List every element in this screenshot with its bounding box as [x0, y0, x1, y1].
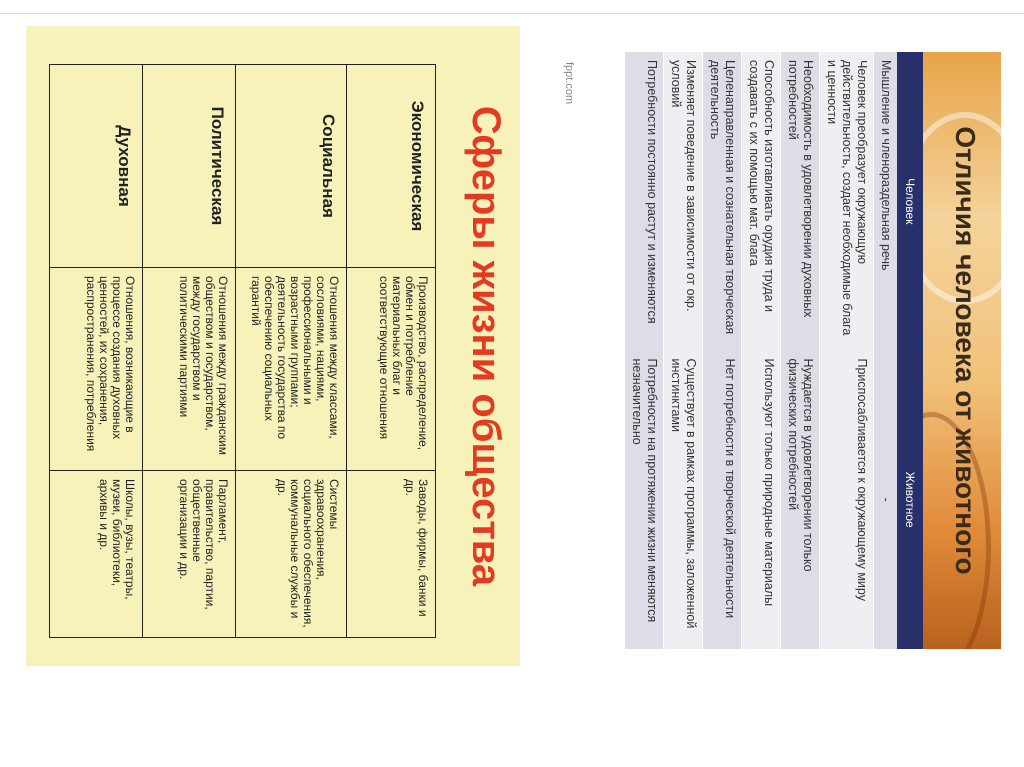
table-header-row: [897, 52, 923, 649]
human-trait: Целенаправленная и сознательная творческая деятельность: [703, 52, 742, 351]
human-trait: Человек преобразует окружающую действительность, создает необходимые блага и ценности: [820, 52, 874, 351]
comparison-table: [624, 52, 923, 649]
column-header-animal: Животное: [897, 351, 923, 650]
human-trait: Способность изготавливать орудия труда и создавать с их помощью мат. блага: [742, 52, 781, 351]
sphere-examples: Заводы, фирмы, банки и др.: [347, 471, 436, 638]
animal-trait: Используют только природные материалы: [742, 351, 781, 650]
sphere-examples: Парламент, правительство, партии, общественные организации и др.: [143, 471, 236, 638]
human-trait: Изменяет поведение в зависимости от окр. условий: [664, 52, 703, 351]
table-row: [820, 52, 874, 649]
sphere-description: Отношения между классами, сословиями, нациями, профессиональными и возрастными группами; деятельность государства по обеспечению социальных гарантий: [236, 268, 347, 471]
animal-trait: -: [874, 351, 898, 650]
table-row: [347, 65, 436, 638]
sphere-examples: Школы, вузы, театры, музеи, библиотеки, архивы и др.: [50, 471, 143, 638]
table-row: [664, 52, 703, 649]
sphere-description: Отношения, возникающие в процессе создания духовных ценностей, их сохранения, распространения, потребления: [50, 268, 143, 471]
comparison-title: Отличия человека от животного: [950, 126, 981, 575]
sphere-name: Социальная: [236, 65, 347, 268]
sphere-description: Производство, распределение, обмен и потребление материальных благ и соответствующие отношения: [347, 268, 436, 471]
table-row: [143, 65, 236, 638]
human-trait: Мышление и членораздельная речь: [874, 52, 898, 351]
column-header-human: Человек: [897, 52, 923, 351]
animal-trait: Потребности на протяжении жизни меняются незначительно: [625, 351, 664, 650]
sphere-name: Духовная: [50, 65, 143, 268]
table-row: [742, 52, 781, 649]
table-row: [236, 65, 347, 638]
sphere-examples: Системы здравоохранения, социального обеспечения, коммунальные службы и др.: [236, 471, 347, 638]
human-trait: Потребности постоянно растут и изменяются: [625, 52, 664, 351]
table-row: [703, 52, 742, 649]
human-trait: Необходимость в удовлетворении духовных потребностей: [781, 52, 820, 351]
sphere-description: Отношения между гражданским обществом и государством, между государством и политическими партиями: [143, 268, 236, 471]
comparison-card-content: [545, 52, 1001, 649]
comparison-card: [545, 52, 1001, 649]
table-row: [874, 52, 898, 649]
sphere-name: Политическая: [143, 65, 236, 268]
table-row: [50, 65, 143, 638]
spheres-table: [49, 64, 436, 638]
animal-trait: Нет потребности в творческой деятельности: [703, 351, 742, 650]
table-row: [781, 52, 820, 649]
table-row: [625, 52, 664, 649]
animal-trait: Приспосабливается к окружающему миру: [820, 351, 874, 650]
site-watermark: fppt.com: [563, 62, 575, 105]
decorative-header-band: [923, 52, 1001, 649]
top-divider: [0, 13, 1024, 14]
sphere-name: Экономическая: [347, 65, 436, 268]
animal-trait: Существует в рамках программы, заложенной инстинктами: [664, 351, 703, 650]
animal-trait: Нуждается в удовлетворении только физических потребностей: [781, 351, 820, 650]
spheres-card-content: [26, 26, 520, 666]
spheres-title: Сферы жизни общества: [464, 105, 508, 587]
spheres-card: [26, 26, 520, 666]
